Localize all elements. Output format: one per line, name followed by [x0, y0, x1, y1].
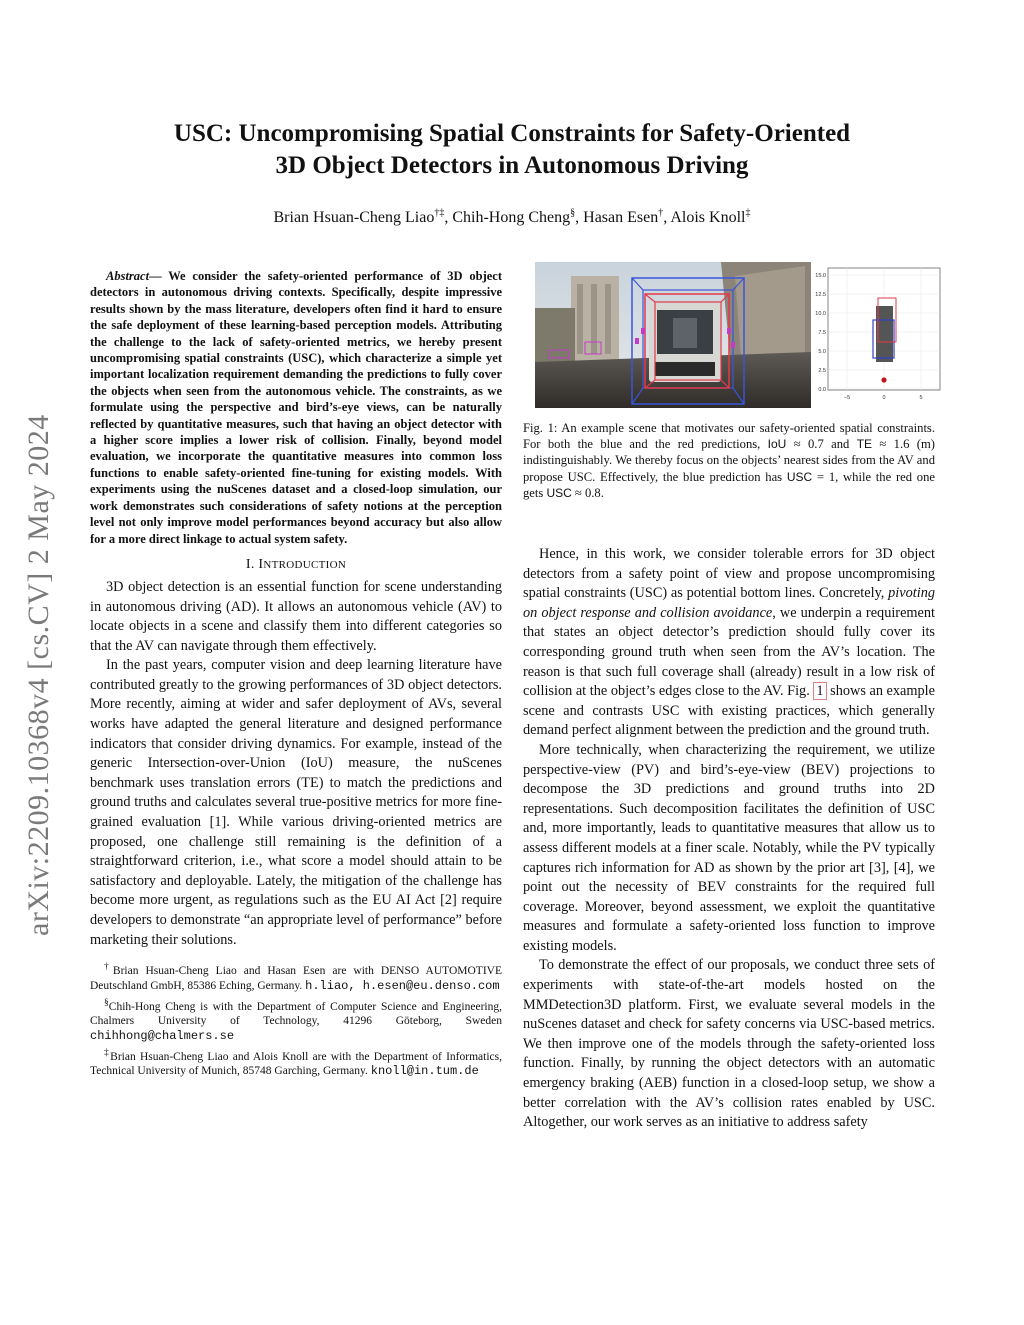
- caption-symbol: USC: [546, 485, 572, 500]
- author-name: Brian Hsuan-Cheng Liao: [273, 209, 435, 227]
- right-body: [523, 545, 935, 1133]
- caption-text: ≈ 0.8.: [571, 485, 604, 500]
- author-affil-mark: †‡: [434, 208, 445, 219]
- bev-x-tick: −5: [843, 395, 851, 401]
- caption-symbol: TE: [856, 437, 873, 452]
- abstract-text: We consider the safety-oriented performance of 3D object detectors in autonomous driving contexts. Specifically, despite impressive results shown by the mass literature, developers often find it hard to ensure the safe deployment of these learning-based perception models. Attributing the challenge to the lack of safety-oriented metrics, we hereby present uncompromising spatial constraints (USC), which characterize a simple yet important localization requirement demanding the predictions to fully cover the objects when seen from the autonomous vehicle. The constraints, as we formulate using the perspective and bird’s-eye views, can be naturally reflected by quantitative measures, such that having an object detector with a higher score implies a lower risk of collision. Finally, beyond model evaluation, we incorporate the quantitative measures into common loss functions to enable safety-oriented fine-tuning for existing models. With experiments using the nuScenes dataset and a closed-loop simulation, our work demonstrates such considerations of safety notions at the perception level not only improve model performances beyond accuracy but also allow for a more direct linkage to actual system safety.: [90, 269, 502, 546]
- emphasis-text: pivoting on object response and collision avoidance: [523, 585, 935, 621]
- footnote-mark: †: [104, 961, 113, 973]
- bev-plot: [814, 266, 944, 408]
- author-name: Chih-Hong Cheng: [452, 209, 571, 227]
- figure-reference-link[interactable]: 1: [813, 682, 826, 700]
- driving-scene-svg: [535, 262, 811, 408]
- right-paragraph-1: [523, 545, 935, 741]
- footnote: [90, 996, 502, 1044]
- caption-symbol: IoU: [767, 437, 787, 452]
- footnote-email: chihhong@chalmers.se: [90, 1029, 235, 1044]
- caption-text: ≈ 1.6 (m) indistinguishably. We thereby focus on the objects’ nearest sides from the AV and propose USC. Effectively, the blue prediction has: [523, 437, 935, 484]
- paragraph-text: Hence, in this work, we consider tolerable errors for 3D object detectors from a safety point of view and propose uncompromising spatial constraints (USC) as potential bottom lines. Concretely,: [523, 546, 935, 602]
- title-line-2: 3D Object Detectors in Autonomous Driving: [275, 152, 749, 179]
- section-heading-introduction: [90, 557, 502, 573]
- section-title-rest: NTRODUCTION: [263, 558, 347, 571]
- section-initial: I: [258, 556, 264, 572]
- title-line-1: USC: Uncompromising Spatial Constraints for Safety-Oriented: [173, 120, 851, 147]
- paragraph-text: shows an example scene and contrasts USC with existing practices, which generally demand perfect alignment between the prediction and the ground truth.: [523, 683, 935, 739]
- bev-plot-svg: [814, 266, 944, 408]
- bev-x-tick: 0: [882, 395, 886, 401]
- author-name: Hasan Esen: [583, 209, 659, 227]
- author-affil-mark: †: [658, 208, 664, 219]
- left-column: [90, 268, 502, 1081]
- author-separator: ,: [444, 209, 453, 227]
- driving-scene-image: [535, 262, 811, 408]
- abstract-label: Abstract: [106, 269, 150, 283]
- arxiv-stamp-text: arXiv:2209.10368v4 [cs.CV] 2 May 2024: [22, 414, 55, 936]
- author-2: [452, 209, 583, 226]
- footnote-text: Brian Hsuan-Cheng Liao and Hasan Esen are with DENSO AUTOMOTIVE Deutschland GmbH, 85386 Eching, Germany.: [90, 965, 502, 992]
- footnote: [90, 1046, 502, 1079]
- caption-text: ≈ 0.7 and: [786, 437, 857, 452]
- paragraph-text: , we underpin a requirement that states an object detector’s prediction should fully cover its corresponding ground truth when seen from the AV’s location. The reason is that such full coverage shall (already) result in a low risk of collision at the object’s edges close to the AV. Fig.: [523, 604, 936, 700]
- footnote-email: knoll@in.tum.de: [370, 1064, 479, 1079]
- footnote: [90, 960, 502, 993]
- bev-y-tick: 7.5: [818, 330, 826, 336]
- footnote-text: Chih-Hong Cheng is with the Department of Computer Science and Engineering, Chalmers University of Technology, 41296 Göteborg, Sweden: [90, 1000, 502, 1028]
- right-paragraph-3: To demonstrate the effect of our proposals, we conduct three sets of experiments with state-of-the-art models hosted on the MMDetection3D platform. First, we evaluate several models in the nuScenes dataset and check for safety concerns via USC-based metrics. We then improve one of the models through the safety-oriented loss function. Finally, by running the object detectors with an automatic emergency braking (AEB) function in a closed-loop setup, we show a better correlation with the AV’s collision rates enabled by USC. Altogether, our work serves as an initiative to address safety: [523, 957, 935, 1131]
- author-3: [583, 209, 670, 226]
- author-separator: ,: [663, 209, 671, 227]
- section-number: I.: [245, 556, 259, 572]
- author-list: [100, 208, 924, 227]
- author-affil-mark: §: [570, 208, 576, 219]
- footnote-mark: ‡: [104, 1046, 111, 1058]
- bev-y-tick: 10.0: [815, 311, 826, 317]
- figure-1: [523, 262, 935, 408]
- author-1: [274, 209, 453, 226]
- bev-y-tick: 12.5: [815, 292, 826, 298]
- bev-ego-vehicle: [881, 377, 886, 382]
- abstract-dash: —: [149, 269, 169, 283]
- bev-ground-truth: [876, 306, 893, 362]
- right-paragraph-2: More technically, when characterizing the requirement, we utilize perspective-view (PV) and bird’s-eye-view (BEV) projections to decompose the 3D predictions and ground truths into 2D representations. Such decomposition facilitates the definition of USC and, more importantly, leads to quantitative measures that allow us to assess different models at a finer scale. Notably, while the PV typically captures rich information for AD as shown by the prior art [3], [4], we point out the necessity of BEV constraints for the required full coverage. Moreover, beyond assessment, we exploit the quantitative measures and formulate a safety-oriented loss function to improve existing models.: [523, 741, 935, 954]
- footnote-mark: §: [104, 996, 109, 1008]
- author-affil-mark: ‡: [745, 208, 751, 219]
- footnote-text: Brian Hsuan-Cheng Liao and Alois Knoll are with the Department of Informatics, Technical University of Munich, 85748 Garching, Germany.: [90, 1050, 502, 1078]
- author-separator: ,: [575, 209, 584, 227]
- caption-text: Fig. 1: An example scene that motivates our safety-oriented spatial constraints. For both the blue and the red predictions,: [523, 421, 935, 452]
- intro-paragraph-2: In the past years, computer vision and deep learning literature have contributed greatly to the growing performances of 3D object detectors. More recently, aiming at wider and safer deployment of AVs, several works have adapted the general literature and designed performance indicators that consider driving dynamics. For example, instead of the generic Intersection-over-Union (IoU) measure, the nuScenes benchmark uses translation errors (TE) to match the predictions and ground truths and calculates several true-positive metrics for more fine-grained evaluation [1]. While various driving-oriented metrics are proposed, one challenge still remaining is the definition of a straightforward criterion, i.e., what score a model should attain to be satisfactory and deployable. Lately, the mitigation of the challenge has become more urgent, as regulations such as the EU AI Act [2] require developers to demonstrate “an appropriate level of performance” before marketing their solutions.: [90, 657, 502, 948]
- paper-title: [100, 118, 924, 182]
- right-column: [523, 262, 935, 1133]
- author-name: Alois Knoll: [670, 209, 746, 227]
- intro-paragraph-1: 3D object detection is an essential function for scene understanding in autonomous driving (AD). It allows an autonomous vehicle (AV) to locate objects in a scene and classify them into different categories so that the AV can navigate through them effectively.: [90, 578, 502, 654]
- abstract: [90, 268, 502, 547]
- bev-x-tick: 5: [919, 395, 923, 401]
- footnote-email: h.liao, h.esen@eu.denso.com: [305, 978, 500, 993]
- bev-y-tick: 15.0: [815, 273, 826, 279]
- affiliation-footnotes: [90, 960, 502, 1079]
- figure-caption: [523, 420, 935, 501]
- caption-symbol: USC: [786, 469, 813, 484]
- bev-y-tick: 5.0: [818, 349, 826, 355]
- bev-y-tick: 2.5: [818, 368, 826, 374]
- caption-text: = 1, while the red one gets: [523, 469, 935, 500]
- bev-y-tick: 0.0: [818, 387, 826, 393]
- author-4: [670, 209, 750, 226]
